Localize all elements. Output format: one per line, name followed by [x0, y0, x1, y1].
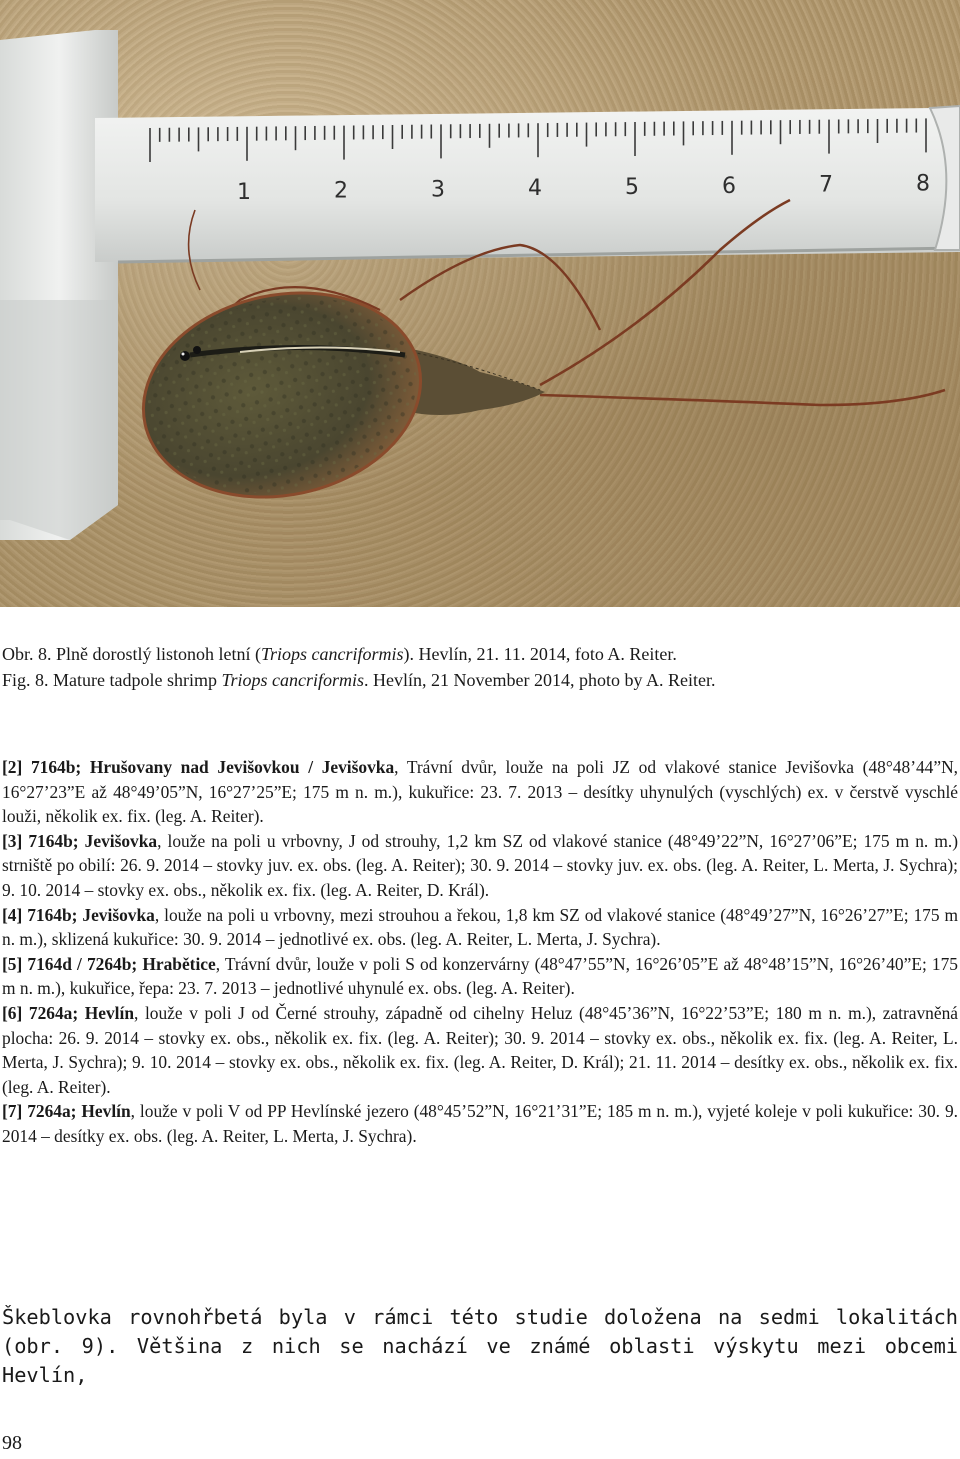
record-item: [3] 7164b; Jevišovka, louže na poli u vrbovny, J od strouhy, 1,2 km SZ od vlakové stanice (48°49’22”N, 16°27’06”E; 175 m n. m.) strniště po obilí: 26. 9. 2014 – stovky juv. ex. obs. (leg. A. Reiter); 30. 9. 2014 – stovky juv. ex. obs. (leg. A. Reiter, L. Merta, J. Sychra); 9. 10. 2014 – stovky ex. obs., několik ex. fix. (leg. A. Reiter, D. Král).: [2, 830, 958, 900]
figure-caption-en: Fig. 8. Mature tadpole shrimp Triops cancriformis. Hevlín, 21 November 2014, photo by A. Reiter.: [2, 670, 716, 690]
photo-illustration: [0, 0, 960, 607]
ruler-number: 6: [722, 173, 736, 199]
ruler-number: 4: [528, 176, 542, 202]
page-number: 98: [2, 1432, 22, 1454]
record-item: [5] 7164d / 7264b; Hrabětice, Trávní dvůr, louže v poli S od konzervárny (48°47’55”N, 16°26’05”E až 48°48’15”N, 16°26’40”E; 175 m n. m.), kukuřice, řepa: 23. 7. 2013 – jednotlivé uhynulé ex. obs. (leg. A. Reiter).: [2, 953, 958, 999]
record-item: [7] 7264a; Hevlín, louže v poli V od PP Hevlínské jezero (48°45’52”N, 16°21’31”E; 185 m n. m.), vyjeté koleje v poli kukuřice: 30. 9. 2014 – desítky ex. obs. (leg. A. Reiter, L. Merta, J. Sychra).: [2, 1101, 958, 1146]
record-item: [6] 7264a; Hevlín, louže v poli J od Černé strouhy, západně od cihelny Heluz (48°45’36”N, 16°22’53”E; 180 m n. m.), zatravněná plocha: 26. 9. 2014 – stovky ex. obs., několik ex. fix. (leg. A. Reiter); 30. 9. 2014 – stovky ex. obs., několik ex. fix. (leg. A. Reiter, L. Merta, J. Sychra); 9. 10. 2014 – stovky ex. obs., několik ex. fix. (leg. A. Reiter, D. Král); 21. 11. 2014 – desítky ex. obs., několik ex. fix. (leg. A. Reiter).: [2, 1002, 958, 1097]
figure-caption-cz: Obr. 8. Plně dorostlý listonoh letní (Triops cancriformis). Hevlín, 21. 11. 2014, foto A. Reiter.: [2, 644, 677, 664]
ruler-number: 5: [625, 175, 639, 200]
record-item: [2] 7164b; Hrušovany nad Jevišovkou / Jevišovka, Trávní dvůr, louže na poli JZ od vlakové stanice Jevišovka (48°48’44”N, 16°27’23”E až 48°49’05”N, 16°27’25”E; 175 m n. m.), kukuřice: 23. 7. 2013 – desítky uhynulých (vyschlých) ex. v čerstvě vyschlé louži, několik ex. fix. (leg. A. Reiter).: [2, 757, 959, 827]
ruler-number: 2: [334, 178, 348, 204]
ruler-number: 1: [237, 179, 251, 205]
figure-photo: [0, 0, 960, 607]
ruler-number: 8: [916, 171, 930, 197]
ruler-number: 3: [431, 177, 445, 203]
locality-records: [2, 755, 958, 1149]
ruler-number: 7: [819, 172, 833, 198]
record-item: [4] 7164b; Jevišovka, louže na poli u vrbovny, mezi strouhou a řekou, 1,8 km SZ od vlakové stanice (48°49’27”N, 16°26’27”E; 175 m n. m.), sklizená kukuřice: 30. 9. 2014 – jednotlivé ex. obs. (leg. A. Reiter, L. Merta, J. Sychra).: [2, 904, 959, 950]
body-paragraph: Škeblovka rovnohřbetá byla v rámci této studie doložena na sedmi lokalitách (obr. 9). Většina z nich se nachází ve známé oblasti výskytu mezi obcemi Hevlín,: [2, 1305, 958, 1387]
